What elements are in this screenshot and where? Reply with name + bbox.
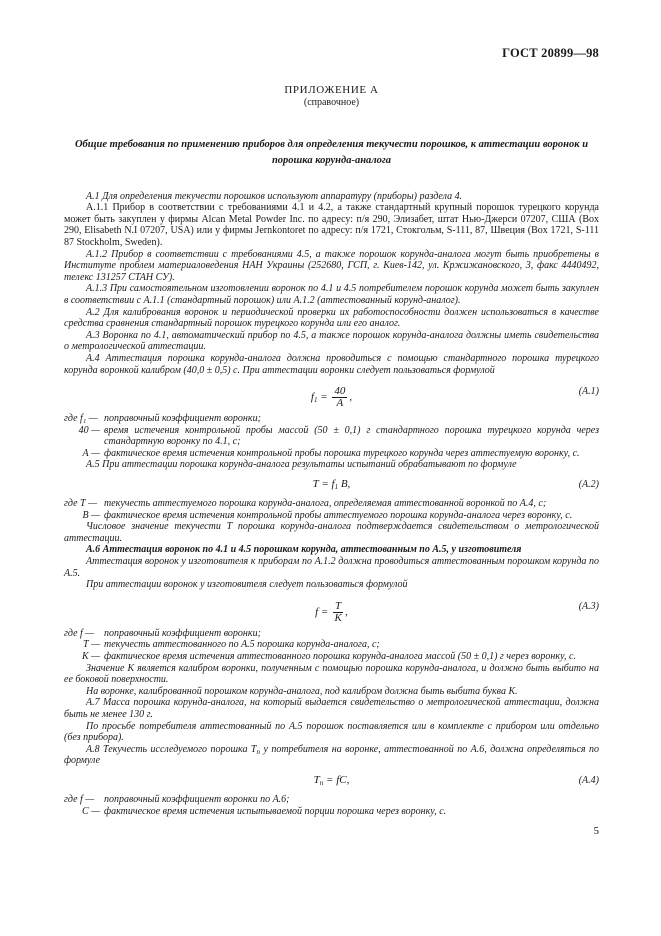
paragraph-a6-title: А.6 Аттестация воронок по 4.1 и 4.5 порошком корунда, аттестованным по А.5, у изготовителя — [86, 544, 522, 556]
formula-a2-tail: B, — [338, 478, 351, 491]
def-key: В — — [82, 509, 100, 521]
paragraph-a3: А.3 Воронка по 4.1, автоматический прибор по 4.5, а также порошок корунда-аналога должны иметь свидетельства о метрологической аттестации. — [64, 329, 599, 353]
def-key: 40 — — [78, 424, 100, 436]
paragraph-a2: А.2 Для калибрования воронок и периодической проверки их работоспособности должен использоваться в качестве средства сравнения стандартный порошок турецкого корунда или его аналог. — [64, 306, 599, 330]
formula-a1-denominator: A — [336, 397, 344, 410]
definitions-a3 — [64, 628, 599, 663]
formula-a3-number: (А.3) — [578, 600, 599, 612]
paragraph-a8 — [64, 744, 599, 767]
formula-a3-numerator: T — [335, 599, 342, 612]
def-value: фактическое время истечения контрольной пробы порошка турецкого корунда через аттестуемую воронку, с. — [104, 447, 580, 459]
paragraph-k-value: Значение К является калибром воронки, полученным с помощью порошка корунда-аналога, и должно быть выбито на ее боковой поверхности. — [64, 662, 599, 686]
def-value: поправочный коэффициент воронки; — [104, 413, 261, 425]
paragraph-a4: А.4 Аттестация порошка корунда-аналога должна проводиться с помощью стандартного порошка турецкого корунда воронкой калибром (40,0 ± 0,5) с. При аттестации воронки следует пользоваться формулой — [64, 352, 599, 376]
formula-a1-sub: 1 — [313, 396, 318, 405]
paragraph-a1-2: А.1.2 Прибор в соответствии с требованиями 4.5, а также порошок корунда-аналога могут быть приобретены в Институте проблем материаловедения НАН Украины (252680, ГСП, г. Киев-142, ул. Кржижановского, 3, факс 4440492, телекс 131257 СТАН СУ). — [64, 248, 599, 283]
paragraph-a6-formula-intro: При аттестации воронок у изготовителя следует пользоваться формулой — [86, 579, 408, 591]
def-value: поправочный коэффициент воронки по А.6; — [104, 793, 290, 805]
formula-a4-rhs: = fC, — [323, 773, 350, 786]
standard-header: ГОСТ 20899—98 — [502, 46, 599, 60]
formula-a2-text: T = f — [312, 478, 335, 491]
formula-a2 — [64, 475, 599, 495]
formula-a2-number: (А.2) — [578, 479, 599, 491]
formula-a4-lhs: T — [313, 773, 320, 786]
formula-a1-numerator: 40 — [334, 385, 346, 398]
formula-a3-lhs: f = — [315, 605, 329, 618]
section-title: Общие требования по применению приборов для определения текучести порошков, к аттестации воронок и порошка корунда-аналога — [74, 138, 589, 166]
paragraph-a7: А.7 Масса порошка корунда-аналога, на который выдается свидетельство о метрологической аттестации, должна быть не менее 130 г. — [64, 697, 599, 720]
def-key: А — — [82, 447, 100, 459]
def-value: поправочный коэффициент воронки; — [104, 627, 261, 639]
def-key: где f — — [64, 627, 95, 639]
def-value: текучесть аттестуемого порошка корунда-аналога, определяемая аттестованной воронкой по А.4, с; — [104, 498, 547, 510]
def-value: фактическое время истечения аттестованного порошка корунда-аналога массой (50 ± 0,1) г через воронку, с. — [104, 651, 576, 662]
def-value: текучесть аттестованного по А.5 порошка корунда-аналога, с; — [104, 639, 380, 651]
formula-a3-denominator: K — [334, 611, 342, 624]
definitions-a1 — [64, 413, 599, 459]
def-key: где f₁ — — [64, 413, 98, 425]
appendix-title: ПРИЛОЖЕНИЕ А — [284, 83, 379, 96]
a8-sub: п — [256, 747, 260, 756]
def-value: фактическое время истечения испытываемой порции порошка через воронку, с. — [104, 805, 447, 817]
paragraph-request: По просьбе потребителя аттестованный по А.5 порошок поставляется или в комплекте с прибором или отдельно (без прибора). — [64, 720, 599, 744]
appendix-subtitle: (справочное) — [303, 96, 360, 108]
formula-a4-number: (А.4) — [578, 774, 599, 786]
paragraph-a5: А.5 При аттестации порошка корунда-аналога результаты испытаний обрабатывают по формуле — [86, 459, 517, 471]
def-key: Т — — [83, 639, 100, 651]
def-key: где f — — [64, 793, 95, 805]
formula-a1-number: (А.1) — [578, 386, 599, 398]
def-key: С — — [81, 805, 100, 817]
formula-a4 — [64, 771, 599, 791]
paragraph-a6-body: Аттестация воронок у изготовителя к приборам по А.1.2 должна проводиться аттестованным порошком корунда по А.5. — [64, 556, 599, 579]
formula-a4-sub: п — [319, 778, 324, 787]
formula-a3: f = $\frac{T}{K}$ , (А.3) — [315, 599, 599, 624]
paragraph-a1: А.1 Для определения текучести порошков используют аппаратуру (приборы) раздела 4. — [86, 190, 463, 202]
def-key: К — — [81, 651, 100, 662]
def-value: время истечения контрольной пробы массой (50 ± 0,1) г стандартного порошка турецкого корунда через стандартную воронку по 4.1, с; — [104, 424, 599, 448]
def-key: где Т — — [64, 498, 97, 510]
formula-a1: $f_1$ = $\frac{40}{A}$ , (А.1) — [310, 385, 599, 410]
paragraph-numeric: Числовое значение текучести Т порошка корунда-аналога подтверждается свидетельством о метрологической аттестации. — [64, 521, 599, 544]
paragraph-a1-3: А.1.3 При самостоятельном изготовлении воронок по 4.1 и 4.5 потребителем порошок корунда может быть закуплен в соответствии с А.1.1 (стандартный порошок) или А.1.2 (аттестованный корунд-аналог). — [64, 283, 599, 306]
formula-a1-lhs: f — [310, 391, 314, 404]
a8-pre: А.8 Текучесть исследуемого порошка Т — [86, 743, 257, 755]
paragraph-k-letter: На воронке, калиброванной порошком корунда-аналога, под калибром должна быть выбита буква К. — [86, 685, 518, 697]
def-value: фактическое время истечения контрольной пробы аттестуемого порошка корунда-аналога через воронку, с. — [104, 509, 573, 521]
definitions-a4 — [64, 794, 599, 817]
definitions-a2 — [64, 498, 599, 521]
formula-a2-sub: 1 — [334, 483, 339, 492]
a8-post: у потребителя на воронке, аттестованной по А.6, должна определяться по формуле — [64, 743, 599, 767]
paragraph-a1-1: А.1.1 Прибор в соответствии с требованиями 4.1 и 4.2, а также стандартный крупный порошок турецкого корунда может быть закуплен у фирмы Alcan Metal Powder Inc. по адресу: п/я 290, Элизабет, штат Нью-Джерси 07207, США (Box 290, Elisabeth N.I 07207, USA) или у фирмы Jernkontoret по адресу: п/я 1721, Стокгольм, S-111, 87, Швеция (Box 1721, S-111 87 Stockholm, Sweden). — [64, 202, 599, 248]
page-number: 5 — [593, 825, 599, 837]
